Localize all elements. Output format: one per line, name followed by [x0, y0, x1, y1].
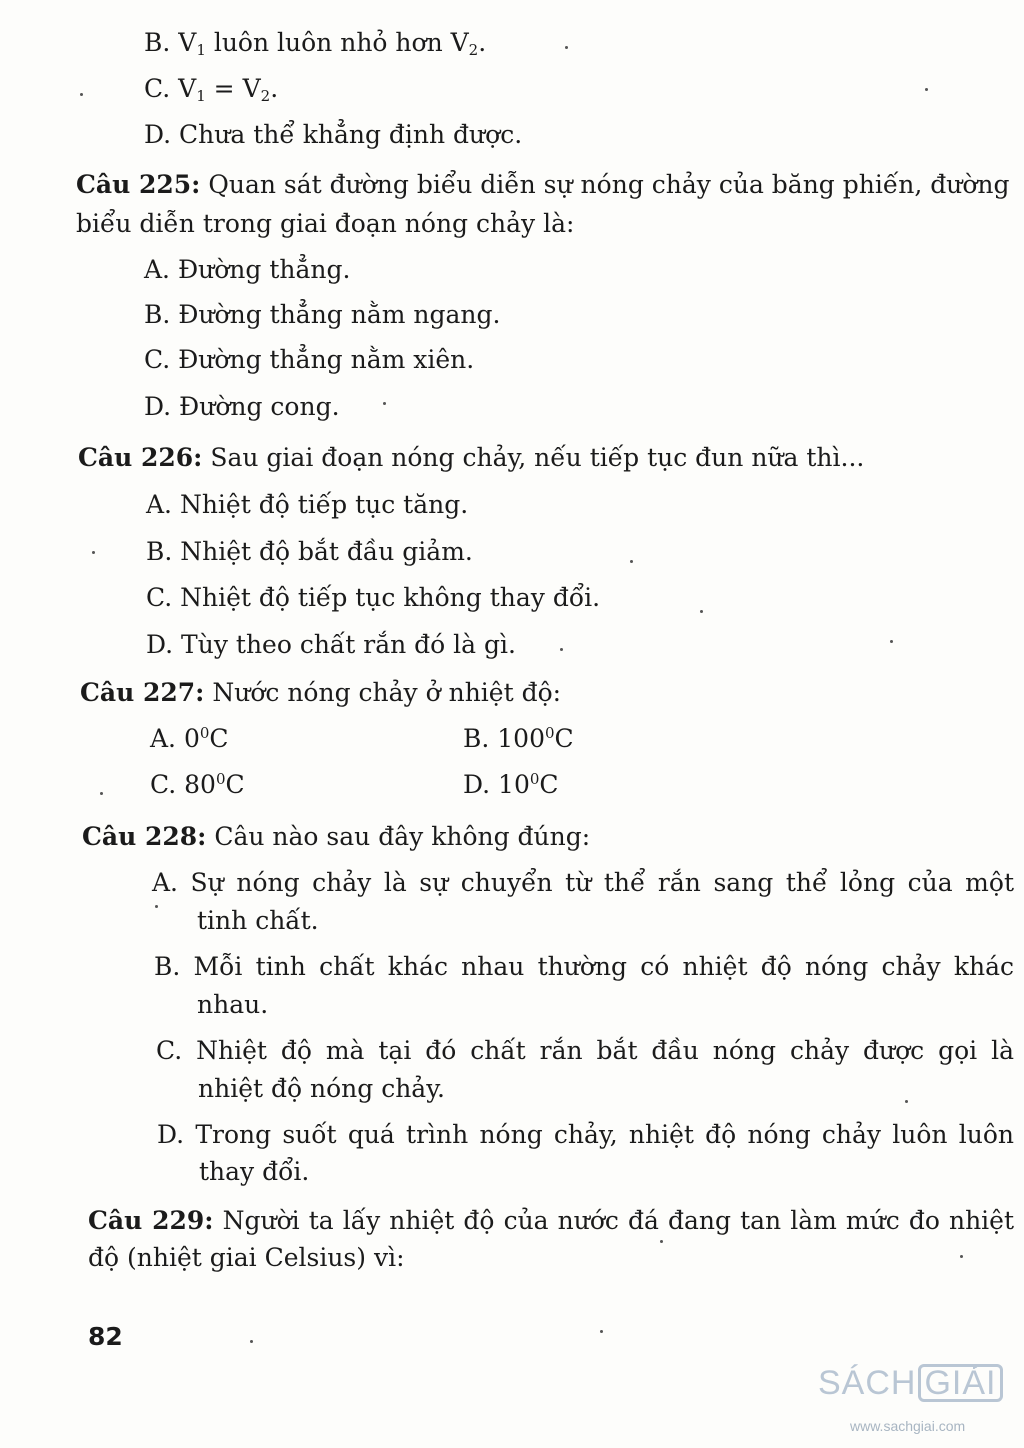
watermark-logo-left: SÁCH: [818, 1364, 917, 1402]
q228-option-c-line1: C. Nhiệt độ mà tại đó chất rắn bắt đầu nóng chảy được gọi là: [156, 1036, 1014, 1065]
q226-option-a: A. Nhiệt độ tiếp tục tăng.: [146, 490, 469, 519]
q227-option-a: A. $0^0C$: [150, 724, 229, 753]
q226-line: [78, 443, 864, 473]
q226-option-c: C. Nhiệt độ tiếp tục không thay đổi.: [146, 583, 601, 612]
scan-speck: [890, 640, 893, 643]
scan-speck: [660, 1240, 663, 1243]
q227-option-b: B. $100^0C$: [463, 724, 574, 753]
q228-option-a-line1: A. Sự nóng chảy là sự chuyển từ thể rắn sang thể lỏng của một: [152, 868, 1014, 897]
scan-speck: [100, 792, 103, 795]
option-b-prev: B. $V_1$ luôn luôn nhỏ hơn $V_2$.: [144, 28, 487, 59]
scan-speck: [80, 93, 83, 96]
q228-option-b-line2: nhau.: [197, 990, 269, 1019]
scan-speck: [905, 1100, 908, 1103]
q228-text: Câu nào sau đây không đúng:: [214, 822, 591, 851]
q228-label: Câu 228:: [82, 822, 207, 851]
q227-option-c: C. $80^0C$: [150, 770, 245, 799]
q227-line: [80, 678, 561, 708]
q229-text: Người ta lấy nhiệt độ của nước đá đang tan làm mức đo nhiệt: [222, 1206, 1015, 1235]
q229-line1: [88, 1206, 1014, 1236]
q228-option-a-line2: tinh chất.: [197, 906, 319, 935]
q225-option-b: B. Đường thẳng nằm ngang.: [144, 300, 501, 329]
option-d-prev: D. Chưa thể khẳng định được.: [144, 120, 523, 149]
q226-option-d: D. Tùy theo chất rắn đó là gì.: [146, 630, 516, 659]
watermark-url: www.sachgiai.com: [850, 1418, 966, 1434]
scan-speck: [700, 610, 703, 613]
q228-option-b-line1: B. Mỗi tinh chất khác nhau thường có nhiệt độ nóng chảy khác: [154, 952, 1014, 981]
q225-text: Quan sát đường biểu diễn sự nóng chảy của băng phiến, đường: [208, 170, 1010, 199]
q225-line2: biểu diễn trong giai đoạn nóng chảy là:: [76, 209, 575, 238]
q228-option-c-line2: nhiệt độ nóng chảy.: [198, 1074, 445, 1103]
q228-option-d-line2: thay đổi.: [199, 1157, 310, 1186]
scan-speck: [92, 551, 95, 554]
option-c-prev: C. $V_1 = V_2$.: [144, 74, 279, 105]
q227-label: Câu 227:: [80, 678, 205, 707]
scan-speck: [630, 560, 633, 563]
watermark-logo: [818, 1364, 1024, 1406]
scan-speck: [565, 46, 568, 49]
q225-label: Câu 225:: [76, 170, 201, 199]
scan-speck: [600, 1330, 603, 1333]
q226-label: Câu 226:: [78, 443, 203, 472]
q228-line: [82, 822, 590, 852]
q225-option-d: D. Đường cong.: [144, 392, 340, 421]
q225-option-a: A. Đường thẳng.: [144, 255, 351, 284]
scan-speck: [925, 88, 928, 91]
scan-speck: [250, 1340, 253, 1343]
scan-speck: [560, 648, 563, 651]
q226-text: Sau giai đoạn nóng chảy, nếu tiếp tục đun nữa thì...: [210, 443, 865, 472]
q229-line2: độ (nhiệt giai Celsius) vì:: [88, 1243, 405, 1272]
q227-option-d: D. $10^0C$: [463, 770, 559, 799]
page-number: 82: [88, 1322, 123, 1351]
scan-speck: [960, 1255, 963, 1258]
q226-option-b: B. Nhiệt độ bắt đầu giảm.: [146, 537, 473, 566]
q225-option-c: C. Đường thẳng nằm xiên.: [144, 345, 475, 374]
scan-speck: [383, 402, 386, 405]
q227-text: Nước nóng chảy ở nhiệt độ:: [212, 678, 562, 707]
q229-label: Câu 229:: [88, 1206, 214, 1235]
q228-option-d-line1: D. Trong suốt quá trình nóng chảy, nhiệt độ nóng chảy luôn luôn: [157, 1120, 1014, 1149]
watermark-logo-right: GIẢI: [918, 1364, 1002, 1402]
scan-speck: [155, 905, 158, 908]
q225-line1: [76, 170, 1008, 200]
